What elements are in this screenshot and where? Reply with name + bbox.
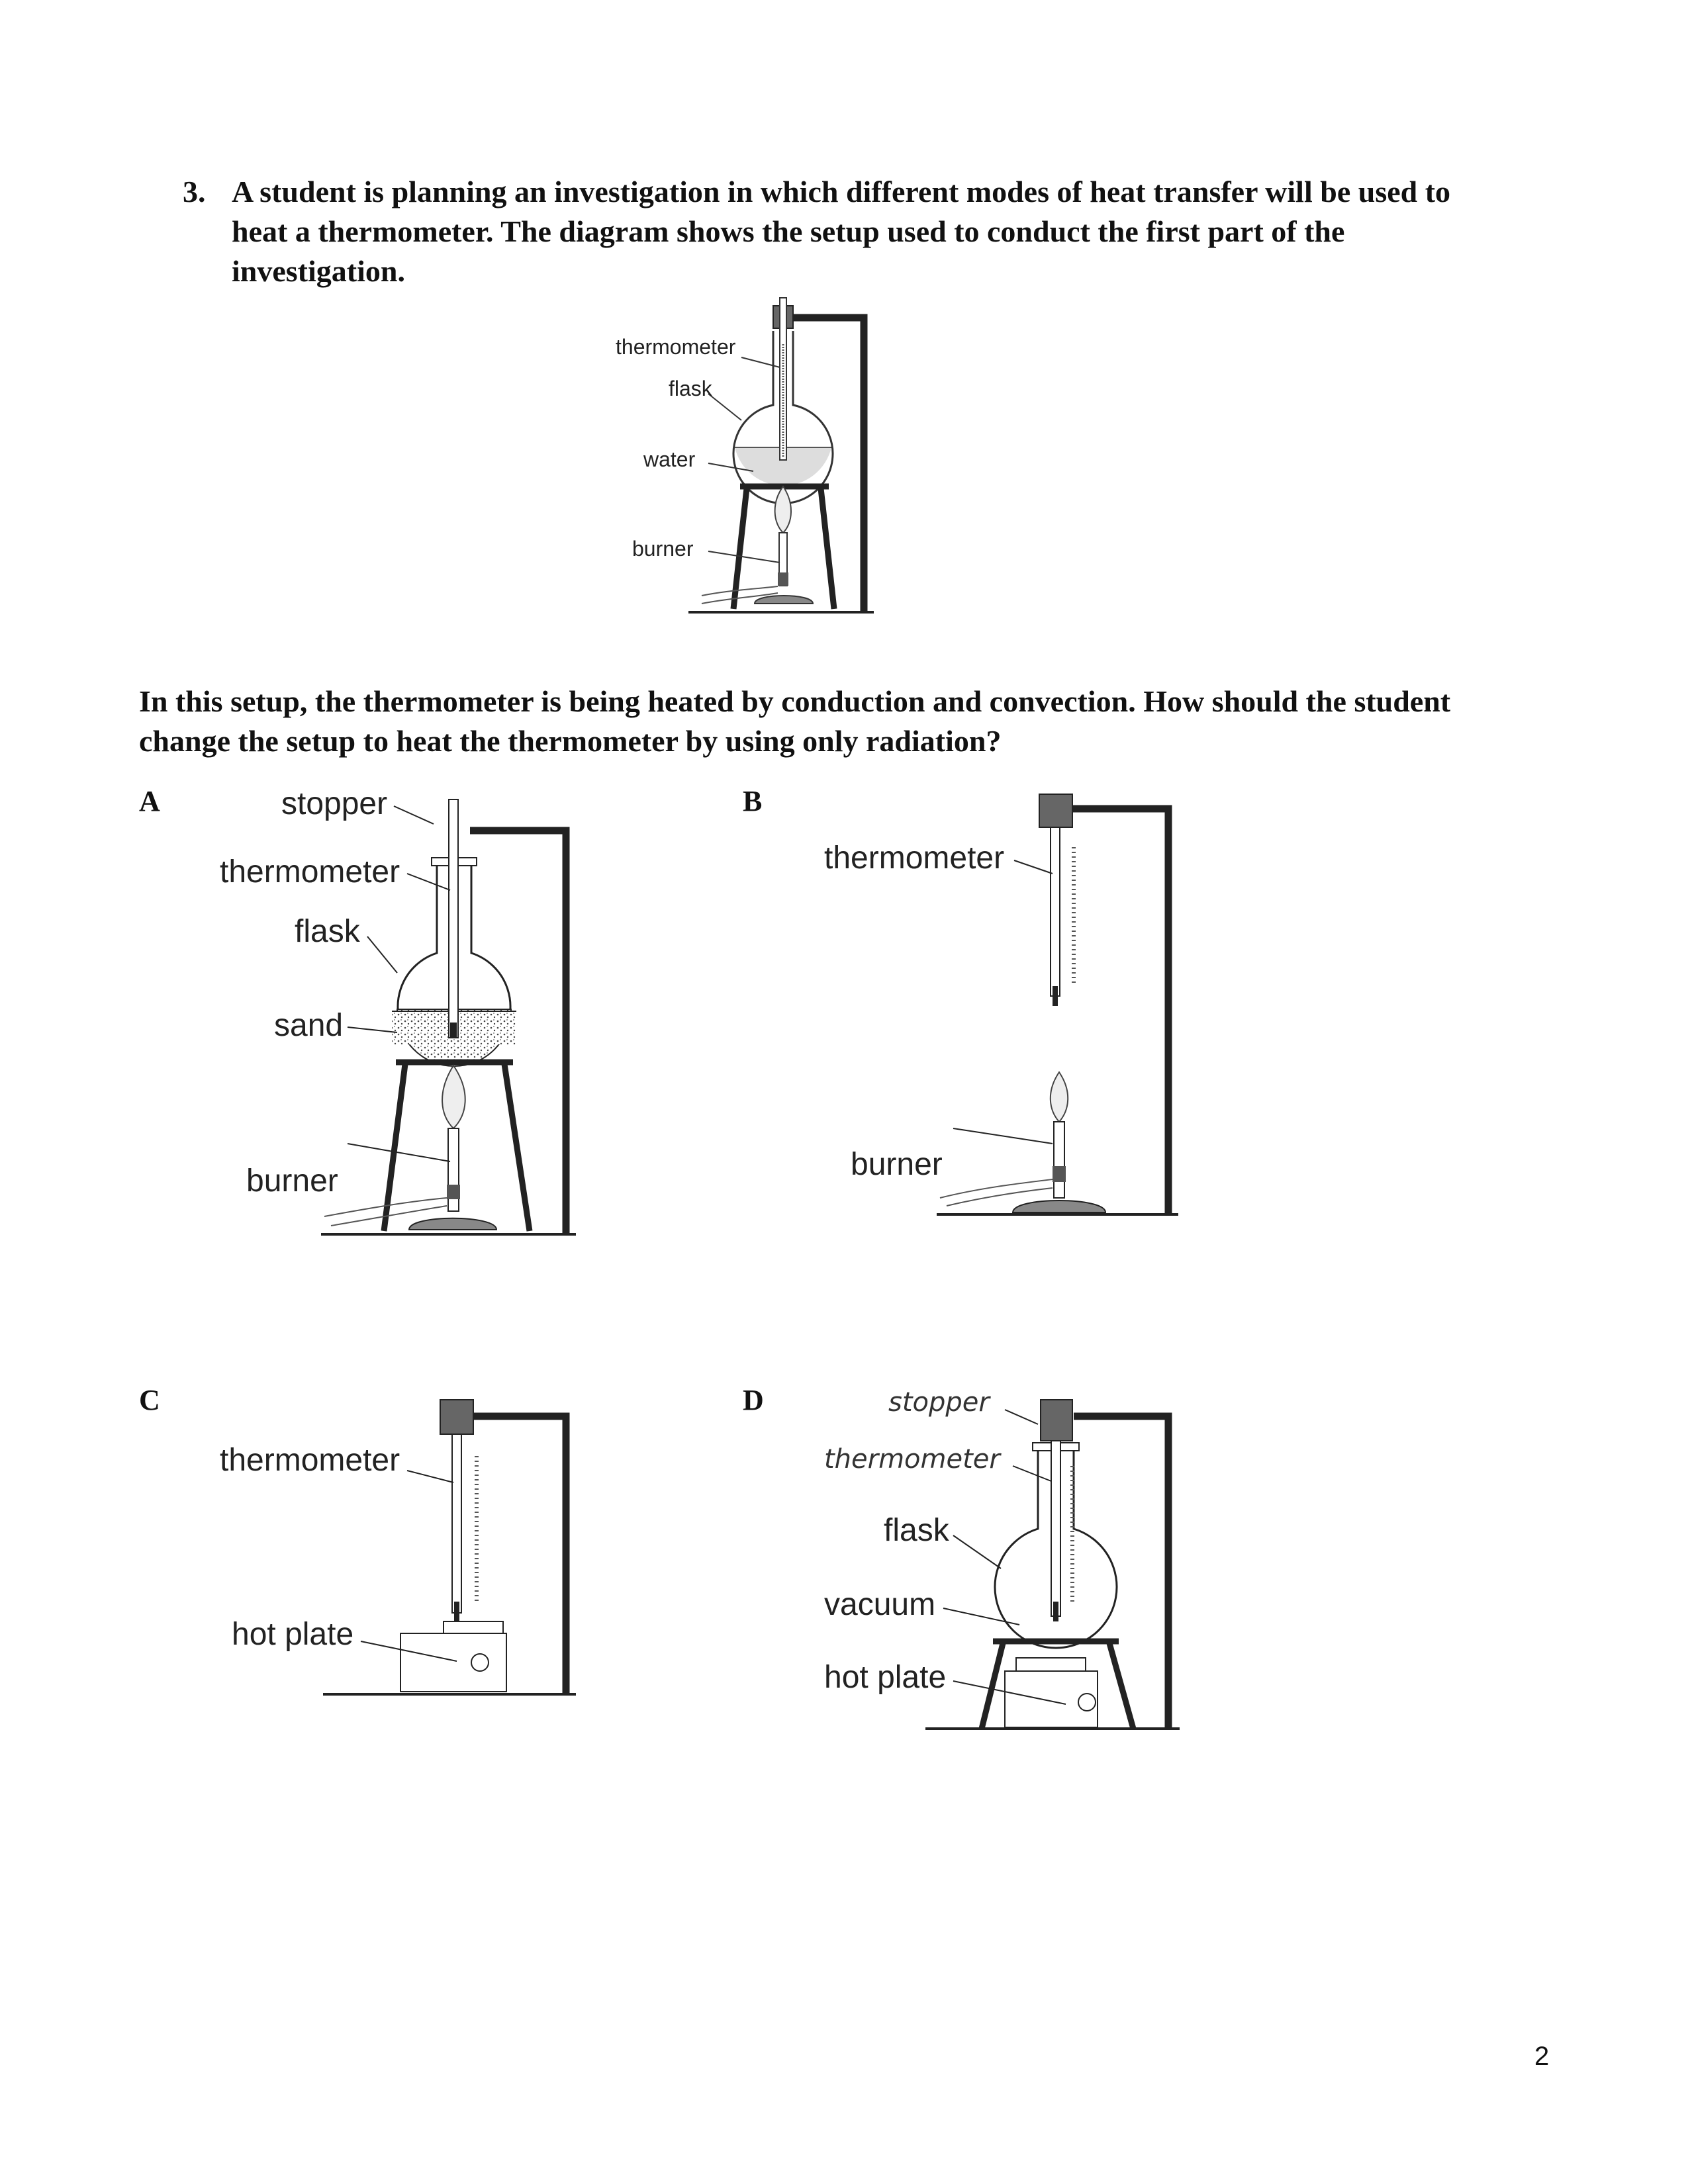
option-c-knob [471, 1654, 489, 1671]
question-number: 3. [183, 175, 206, 208]
option-a-label-flask: flask [295, 914, 360, 949]
page-number: 2 [1534, 2042, 1550, 2071]
main-label-thermometer: thermometer [616, 335, 736, 359]
option-d-diagram[interactable] [824, 1387, 1180, 1729]
option-c-clamp [440, 1400, 473, 1434]
option-c-hot-plate [400, 1633, 506, 1692]
option-a-flame [442, 1066, 465, 1128]
option-a-label-sand: sand [274, 1008, 344, 1043]
main-label-burner: burner [632, 537, 694, 561]
main-label-flask: flask [669, 377, 712, 400]
question-line-3: investigation. [232, 254, 405, 288]
option-c-thermometer [452, 1434, 461, 1613]
prompt-line-2: change the setup to heat the thermometer by using only radiation? [139, 724, 1002, 758]
main-label-water: water [643, 447, 696, 471]
option-c-letter[interactable]: C [139, 1384, 160, 1416]
question-line-2: heat a thermometer. The diagram shows the setup used to conduct the first part of the [232, 214, 1345, 248]
main-setup-diagram [616, 298, 874, 612]
option-d-thermometer [1051, 1441, 1060, 1616]
option-b-thermometer [1051, 827, 1060, 996]
option-c-diagram[interactable] [220, 1400, 576, 1694]
option-b-flame [1051, 1072, 1068, 1122]
question-line-1: A student is planning an investigation in which different modes of heat transfer will be used to [232, 175, 1451, 208]
option-d-label-vacuum: vacuum [824, 1587, 936, 1622]
option-a-letter[interactable]: A [139, 785, 160, 817]
option-d-label-stopper: stopper [888, 1387, 990, 1418]
option-a-diagram[interactable] [220, 786, 576, 1234]
option-d-knob [1078, 1694, 1096, 1711]
option-c-label-hot-plate: hot plate [232, 1617, 354, 1652]
option-a-label-thermometer: thermometer [220, 854, 400, 889]
option-a-label-stopper: stopper [281, 786, 388, 821]
option-b-label-thermometer: thermometer [824, 841, 1005, 876]
main-flame [775, 486, 791, 533]
option-b-burner [1054, 1122, 1064, 1198]
option-d-stopper [1041, 1400, 1072, 1441]
option-b-diagram[interactable] [824, 794, 1178, 1214]
option-b-clamp [1039, 794, 1072, 827]
option-d-letter[interactable]: D [743, 1384, 764, 1416]
option-b-label-burner: burner [851, 1147, 943, 1182]
option-d-label-thermometer: thermometer [824, 1444, 1000, 1475]
option-a-thermometer [449, 799, 458, 1038]
option-b-letter[interactable]: B [743, 785, 763, 817]
option-c-label-thermometer: thermometer [220, 1443, 400, 1478]
prompt-line-1: In this setup, the thermometer is being heated by conduction and convection. How should the student [139, 684, 1451, 718]
option-d-label-hot-plate: hot plate [824, 1660, 947, 1695]
option-a-label-burner: burner [246, 1163, 338, 1199]
option-d-label-flask: flask [884, 1513, 949, 1548]
